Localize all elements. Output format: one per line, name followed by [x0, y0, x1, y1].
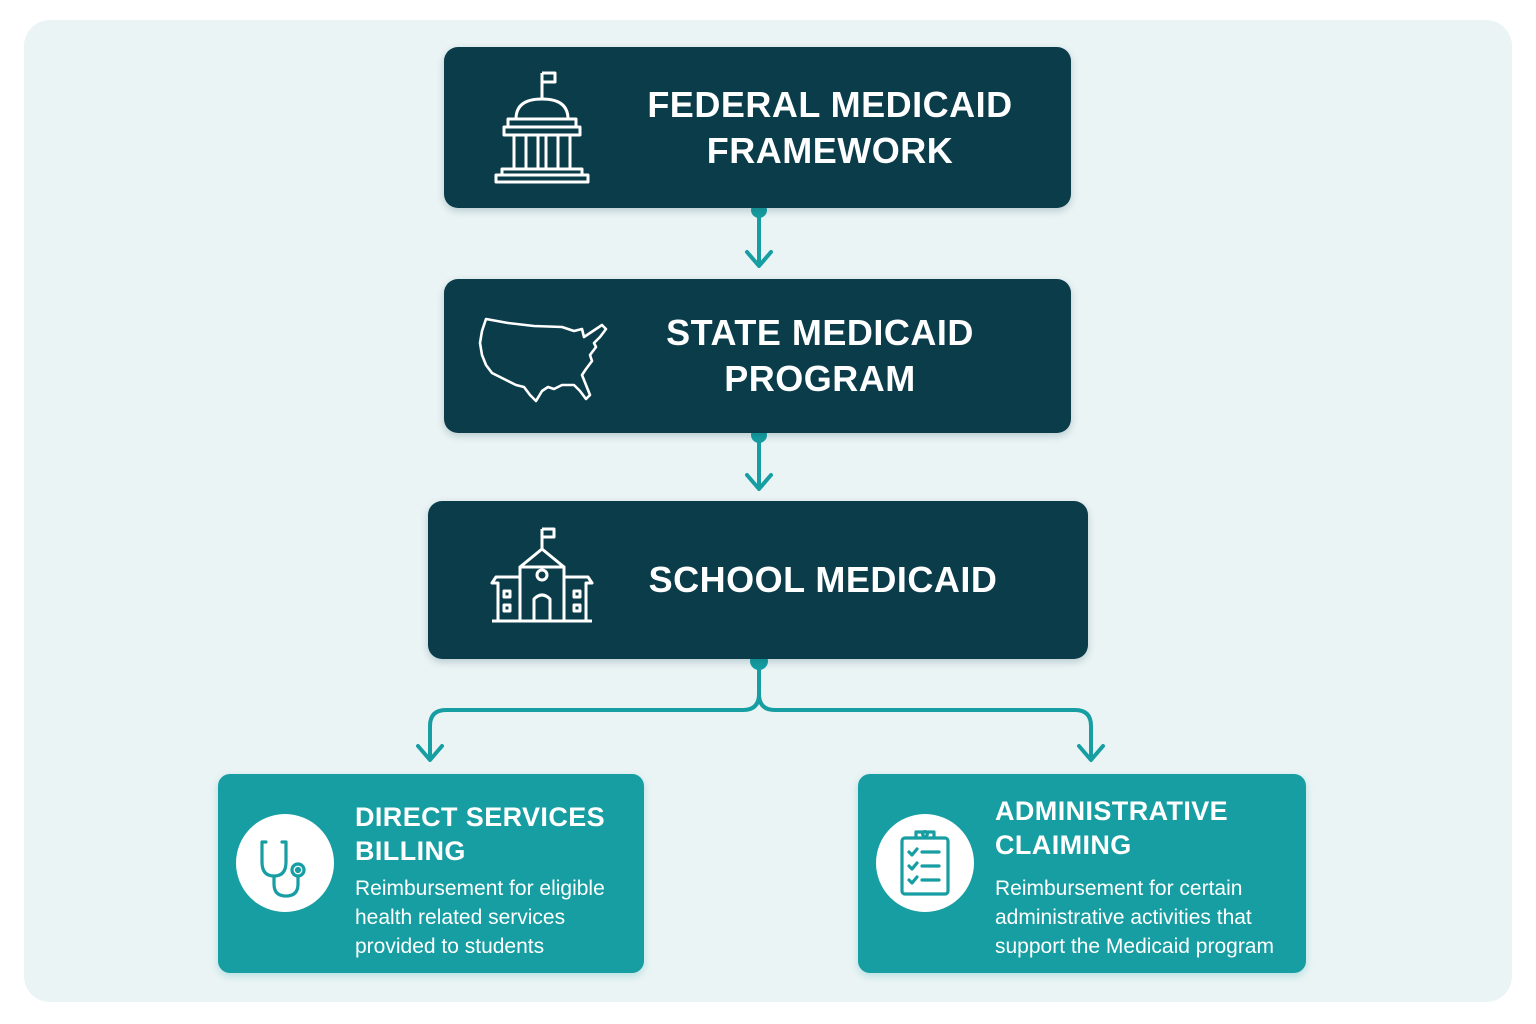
card-title	[355, 800, 605, 868]
description-line: Reimbursement for eligible	[355, 877, 605, 900]
connector-school-admin	[759, 694, 1091, 755]
title-line: ADMINISTRATIVE	[995, 796, 1229, 826]
node-title	[590, 47, 1070, 208]
card-description	[355, 874, 605, 961]
direct-services-billing-card	[218, 774, 644, 973]
state-medicaid-program-node	[444, 279, 1071, 433]
description-line: provided to students	[355, 935, 545, 958]
card-title	[995, 794, 1228, 862]
title-line: DIRECT SERVICES	[355, 802, 606, 832]
card-description	[995, 874, 1274, 961]
schoolhouse-icon	[490, 525, 594, 629]
node-title	[598, 501, 1048, 659]
description-line: health related services	[355, 906, 566, 929]
title-line: STATE MEDICAID	[666, 312, 974, 353]
node-title	[580, 279, 1060, 433]
connector-school-branches	[430, 661, 759, 755]
title-line: PROGRAM	[724, 358, 916, 399]
title-line: SCHOOL MEDICAID	[648, 559, 998, 600]
icon-circle	[876, 814, 974, 912]
clipboard-checklist-icon	[876, 814, 974, 912]
description-line: administrative activities that	[995, 906, 1252, 929]
title-line: FEDERAL MEDICAID	[647, 83, 1013, 125]
stethoscope-icon	[236, 814, 334, 912]
capitol-building-icon	[492, 69, 592, 187]
federal-medicaid-framework-node	[444, 47, 1071, 208]
school-medicaid-node	[428, 501, 1088, 659]
title-line: CLAIMING	[995, 830, 1132, 860]
title-line: BILLING	[355, 836, 466, 866]
icon-circle	[236, 814, 334, 912]
title-line: FRAMEWORK	[706, 129, 954, 171]
description-line: Reimbursement for certain	[995, 877, 1243, 900]
administrative-claiming-card	[858, 774, 1306, 973]
description-line: support the Medicaid program	[995, 935, 1274, 958]
